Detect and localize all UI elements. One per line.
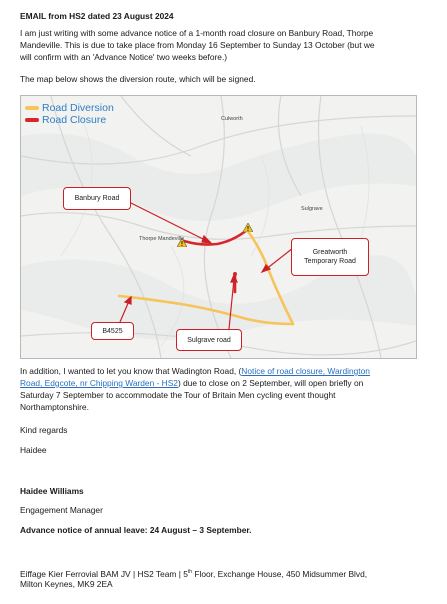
address-line1-pre: Eiffage Kier Ferrovial BAM JV | HS2 Team | 5 [20, 568, 188, 579]
callout-greatworth-line2: Temporary Road [304, 258, 356, 265]
callout-banbury-road [63, 187, 131, 210]
para3-line2-text: ) due to close on 2 September, will open briefly on [177, 378, 364, 388]
diversion-swatch [25, 106, 39, 110]
closure-swatch [25, 118, 39, 122]
warning-triangle-icon [243, 223, 253, 232]
road-closure-notice-link-cont[interactable]: Road, Edgcote, nr Chipping Warden - HS2 [20, 378, 178, 388]
signature-role: Engagement Manager [20, 505, 103, 515]
para3-line1-text: In addition, I wanted to let you know that Wadington Road, ( [20, 366, 242, 376]
email-heading: EMAIL from HS2 dated 23 August 2024 [20, 11, 174, 21]
address-sup: th [187, 569, 193, 575]
place-culworth: Culworth [221, 116, 243, 122]
callout-b4525 [91, 322, 134, 340]
leave-notice: Advance notice of annual leave: 24 August – 3 September. [20, 525, 252, 535]
para3-line1 [20, 366, 370, 378]
para1-line1: I am just writing with some advance notice of a 1-month road closure on Banbury Road, Thorpe [20, 28, 374, 38]
callout-greatworth-temporary-road [291, 238, 369, 276]
callout-sulgrave-road [176, 329, 242, 351]
callout-sulgrave-label: Sulgrave road [187, 336, 231, 344]
address-line1-post: Floor, Exchange House, 450 Midsummer Blvd, [192, 568, 368, 579]
legend-closure [25, 114, 114, 126]
para3-line3: Saturday 7 September to accommodate the Tour of Britain Men cycling event thought [20, 390, 336, 400]
signature-name: Haidee Williams [20, 486, 84, 496]
place-thorpe-mandeville: Thorpe Mandeville [139, 236, 185, 242]
place-sulgrave: Sulgrave [301, 206, 323, 212]
para3-line2 [20, 378, 363, 390]
para3-line4: Northamptonshire. [20, 402, 89, 412]
legend-diversion [25, 102, 114, 114]
map-legend [25, 102, 114, 126]
sender-first-name: Haidee [20, 445, 47, 455]
road-closure-notice-link[interactable]: Notice of road closure, Wardington [241, 366, 370, 376]
callout-banbury-label: Banbury Road [74, 195, 120, 202]
callout-b4525-label: B4525 [102, 327, 123, 335]
sign-off: Kind regards [20, 425, 68, 435]
diversion-map [20, 95, 417, 359]
para1-line2: Mandeville. This is due to take place from Monday 16 September to Sunday 13 October (but we [20, 40, 375, 50]
para1-line3: will confirm with an 'Advance Notice' two weeks before.) [20, 52, 228, 62]
address-line2: Milton Keynes, MK9 2EA [20, 579, 113, 589]
legend-closure-label: Road Closure [42, 114, 107, 126]
map-drawing [21, 96, 416, 358]
legend-diversion-label: Road Diversion [42, 102, 114, 114]
callout-greatworth-line1: Greatworth [312, 249, 348, 256]
para2: The map below shows the diversion route, which will be signed. [20, 74, 256, 84]
